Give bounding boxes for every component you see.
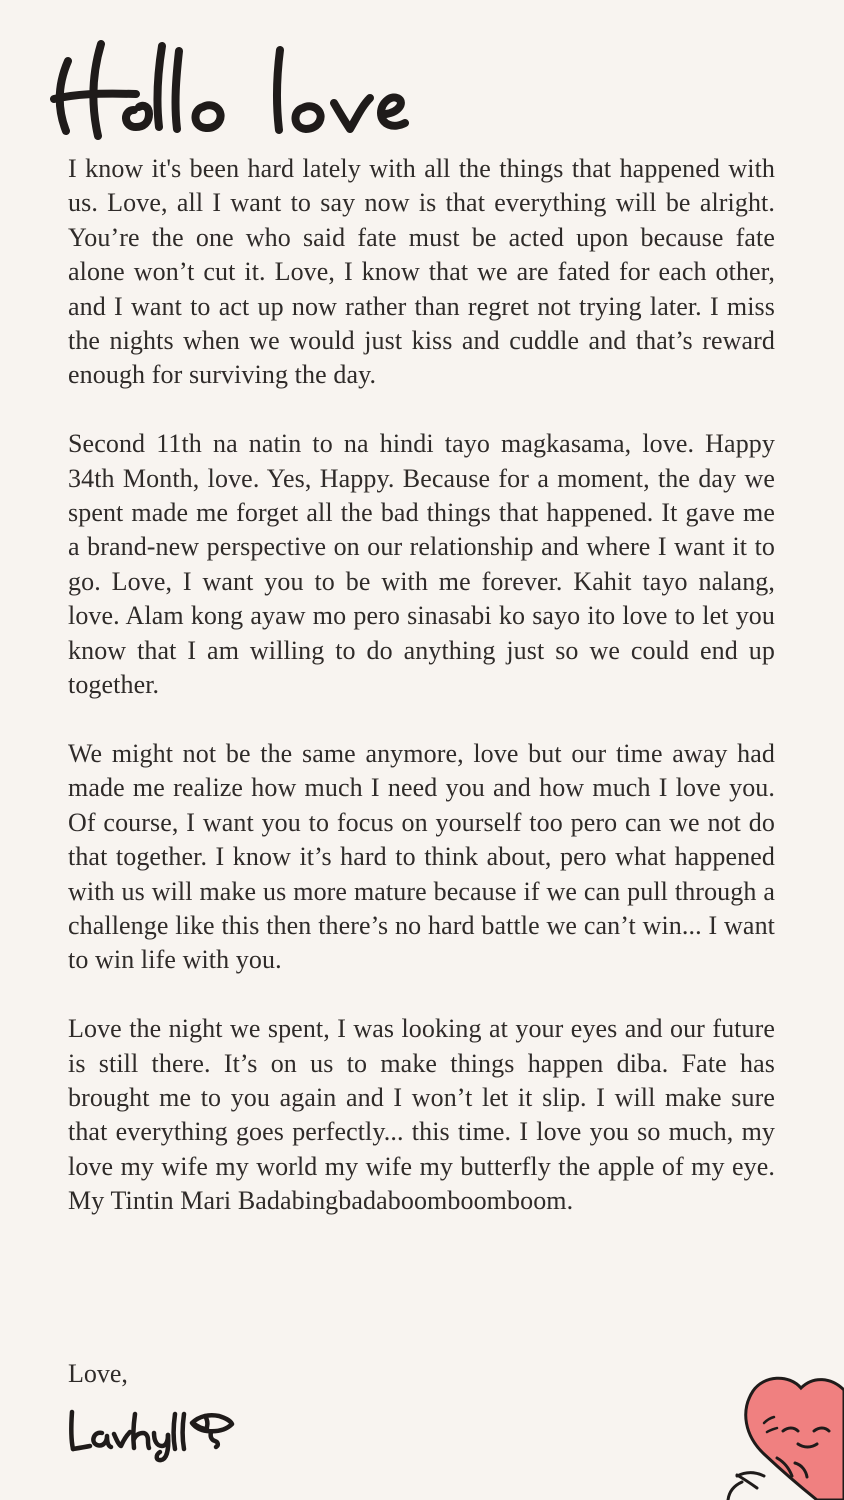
handwritten-heading-art xyxy=(48,26,428,151)
handwritten-signature-art xyxy=(66,1396,236,1466)
paragraph-2: Second 11th na natin to na hindi tayo magkasama, love. Happy 34th Month, love. Yes, Happy. Because for a moment, the day we spent made me forget all the bad things that happened. It gave me a brand-new perspective on our relationship and where I want it to go. Love, I want you to be with me forever. Kahit tayo nalang, love. Alam kong ayaw mo pero sinasabi ko sayo ito love to let you know that I am willing to do anything just so we could end up together. xyxy=(68,429,775,700)
paragraph-3: We might not be the same anymore, love but our time away had made me realize how much I need you and how much I love you. Of course, I want you to focus on yourself too pero can we not do that together. I know it’s hard to think about, pero what happened with us will make us more mature because if we can pull through a challenge like this then there’s no hard battle we can’t win... I want to win life with you. xyxy=(68,738,775,975)
hugging-heart-icon xyxy=(674,1370,844,1500)
letter-heading xyxy=(48,26,428,151)
paragraph-4: Love the night we spent, I was looking at your eyes and our future is still there. It’s on us to make things happen diba. Fate has brought me to you again and I won’t let it slip. I will make sure that everything goes perfectly... this time. I love you so much, my love my wife my world my wife my butterfly the apple of my eye. My Tintin Mari Badabingbadaboomboomboom. xyxy=(68,1014,775,1216)
paragraph-1: I know it's been hard lately with all the things that happened with us. Love, all I want to say now is that everything will be alright. You’re the one who said fate must be acted upon because fate alone won’t cut it. Love, I know that we are fated for each other, and I want to act up now rather than regret not trying later. I miss the nights when we would just kiss and cuddle and that’s reward enough for surviving the day. xyxy=(68,154,775,390)
letter-body xyxy=(68,152,775,1253)
signature xyxy=(66,1396,236,1466)
letter-closing: Love, xyxy=(68,1359,128,1388)
